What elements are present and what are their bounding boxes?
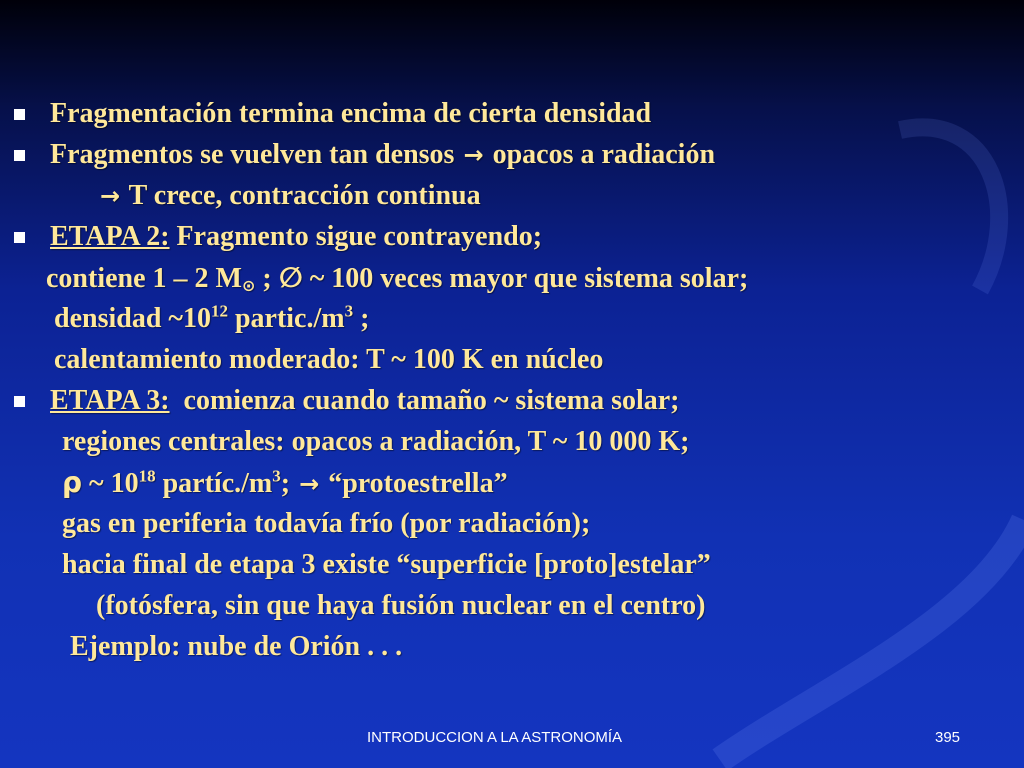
text-line-2 — [50, 139, 715, 171]
line-6-middle: partic./m — [227, 303, 345, 334]
line-3-after: T crece, contracción continua — [128, 180, 481, 211]
line-4-after: Fragmento sigue contrayendo; — [176, 221, 543, 252]
right-arrow-icon: → — [299, 470, 320, 498]
text-line-9 — [62, 426, 689, 458]
line-2-text: Fragmentos se vuelven tan densos — [50, 139, 455, 170]
line-1-text: Fragmentación termina encima de cierta densidad — [50, 98, 652, 129]
bullet-icon — [14, 396, 25, 407]
text-line-10 — [62, 467, 508, 500]
text-line-8 — [50, 385, 680, 417]
etapa-2-label: ETAPA 2: — [50, 221, 170, 252]
volume-exponent: 3 — [344, 301, 354, 321]
line-10-before: ~ 10 — [82, 468, 139, 499]
line-10-after2: “protoestrella” — [328, 468, 508, 499]
text-line-3 — [98, 180, 481, 212]
text-line-13 — [96, 590, 706, 622]
line-10-middle: partíc./m — [155, 468, 273, 499]
line-9-text: regiones centrales: opacos a radiación, T ~ 10 000 K; — [62, 426, 690, 457]
diameter-symbol-icon: ∅ — [278, 261, 303, 294]
text-line-4 — [50, 221, 542, 253]
line-14-text: Ejemplo: nube de Orión . . . — [70, 631, 403, 662]
rho-volume-exponent: 3 — [272, 466, 281, 486]
right-arrow-icon: → — [463, 141, 484, 169]
density-exponent: 12 — [210, 301, 228, 321]
line-5-before: contiene 1 – 2 M — [46, 263, 242, 294]
text-line-11 — [62, 508, 590, 540]
rho-exponent: 18 — [138, 466, 156, 486]
line-6-before: densidad ~10 — [54, 303, 211, 334]
sun-symbol-icon: ⊙ — [241, 276, 256, 295]
bullet-icon — [14, 109, 25, 120]
line-10-after: ; — [280, 468, 291, 499]
line-7-text: calentamiento moderado: T ~ 100 K en núcleo — [54, 344, 604, 375]
rho-symbol-icon: ρ — [62, 466, 83, 499]
text-line-6 — [54, 303, 369, 335]
page-number: 395 — [935, 729, 961, 746]
line-13-text: (fotósfera, sin que haya fusión nuclear en el centro) — [96, 590, 706, 621]
text-line-7 — [54, 344, 603, 376]
line-6-after: ; — [353, 303, 370, 334]
line-8-after: comienza cuando tamaño ~ sistema solar; — [183, 385, 680, 416]
footer-title: INTRODUCCION A LA ASTRONOMÍA — [367, 729, 623, 746]
text-line-14 — [70, 631, 402, 663]
text-line-1 — [50, 98, 651, 130]
line-11-text: gas en periferia todavía frío (por radiación); — [62, 508, 591, 539]
text-line-5 — [46, 262, 748, 302]
line-2-after: opacos a radiación — [492, 139, 716, 170]
right-arrow-icon: → — [100, 182, 121, 210]
line-12-text: hacia final de etapa 3 existe “superficie [proto]estelar” — [62, 549, 711, 580]
bullet-icon — [14, 232, 25, 243]
text-line-12 — [62, 549, 711, 581]
line-5-after: ~ 100 veces mayor que sistema solar; — [302, 263, 749, 294]
line-5-middle: ; — [255, 263, 279, 294]
bullet-icon — [14, 150, 25, 161]
etapa-3-label: ETAPA 3: — [50, 385, 170, 416]
